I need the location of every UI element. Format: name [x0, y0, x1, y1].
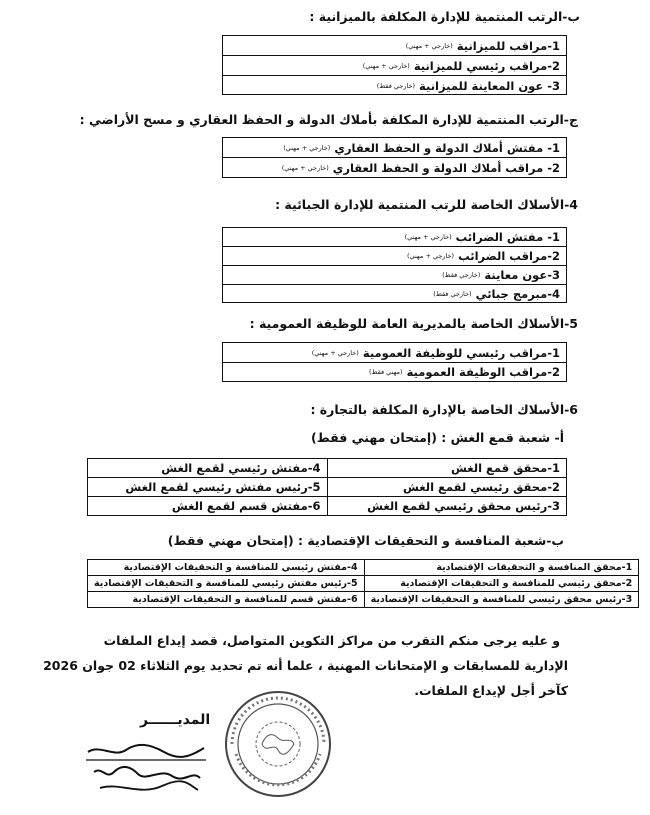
- closing-line-3: كآخر أجل لإيداع الملفات.: [414, 683, 568, 698]
- list-item: 2-مراقب الضرائب (خارجي + مهني): [223, 247, 566, 266]
- section-6-title: 6-الأسلاك الخاصة بالإدارة المكلفة بالتجارة :: [310, 402, 578, 417]
- table-cell: 6-مفتش قسم للمنافسة و التحقيقات الإقتصادية: [88, 592, 365, 608]
- list-item: 1-مراقب رئيسي للوظيفة العمومية (خارجي + مهني): [223, 343, 566, 363]
- section-4-title: 4-الأسلاك الخاصة للرتب المنتمية للإدارة الجبائية :: [275, 197, 578, 212]
- table-row: [88, 576, 639, 592]
- list-item: 4-مبرمج جبائي (خارجي فقط): [433, 286, 560, 301]
- table-row: [88, 497, 567, 516]
- table-row: [88, 459, 567, 478]
- list-item: 1-مراقب للميزانية (خارجي + مهني): [223, 36, 566, 56]
- section-4-box: [222, 227, 567, 303]
- section-c-title: ج-الرتب المنتمية للإدارة المكلفة بأملاك الدولة و الحفظ العقاري و مسح الأراضي :: [79, 112, 578, 127]
- closing-line-2: الإدارية للمسابقات و الإمتحانات المهنية ، علما أنه تم تحديد يوم الثلاثاء 02 جوان 2026: [43, 658, 568, 673]
- table-cell: 5-رئيس مفتش رئيسي للمنافسة و التحقيقات الإقتصادية: [88, 576, 365, 592]
- fraud-repression-table: [87, 458, 567, 516]
- table-cell: 2-محقق رئيسي للمنافسة و التحقيقات الإقتصادية: [364, 576, 639, 592]
- table-row: [88, 560, 639, 576]
- list-item: 2-مراقب رئيسي للميزانية (خارجي + مهني): [223, 56, 566, 76]
- table-cell: 1-محقق قمع الغش: [327, 459, 567, 478]
- list-item: 3- عون المعاينة للميزانية (خارجي فقط): [376, 78, 560, 93]
- table-cell: 5-رئيس مفتش رئيسي لقمع الغش: [88, 478, 328, 497]
- section-b-title: ب-الرتب المنتمية للإدارة المكلفة بالميزانية :: [309, 9, 580, 24]
- section-c-box: [222, 137, 567, 178]
- list-item: 1- مفتش أملاك الدولة و الحفظ العقاري (خارجي + مهني): [223, 138, 566, 158]
- subsection-a-title: أ- شعبة قمع الغش : (إمتحان مهني فقط): [310, 430, 564, 445]
- official-seal: [222, 688, 334, 800]
- section-b-box: [222, 35, 567, 95]
- table-cell: 1-محقق المنافسة و التحقيقات الإقتصادية: [364, 560, 639, 576]
- list-item: 2- مراقب أملاك الدولة و الحفظ العقاري (خارجي + مهني): [281, 160, 560, 175]
- table-cell: 3-رئيس محقق رئيسي لقمع الغش: [327, 497, 567, 516]
- list-item: 1- مفتش الضرائب (خارجي + مهني): [223, 228, 566, 247]
- director-title: المديــــــر: [140, 712, 211, 728]
- table-row: [88, 592, 639, 608]
- closing-line-1: و عليه يرجى منكم التقرب من مراكز التكوين المتواصل، قصد إيداع الملفات: [103, 633, 560, 648]
- competition-table: [87, 559, 639, 608]
- table-cell: 6-مفتش قسم لقمع الغش: [88, 497, 328, 516]
- list-item: 2-مراقب الوظيفة العمومية (مهني فقط): [369, 365, 560, 379]
- section-5-title: 5-الأسلاك الخاصة بالمديرية العامة للوظيفة العمومية :: [249, 316, 578, 331]
- handwritten-signature: [80, 738, 210, 802]
- table-cell: 2-محقق رئيسي لقمع الغش: [327, 478, 567, 497]
- subsection-b-title: ب-شعبة المنافسة و التحقيقات الإقتصادية : (إمتحان مهني فقط): [167, 533, 564, 548]
- table-cell: 3-رئيس محقق رئيسي للمنافسة و التحقيقات الإقتصادية: [364, 592, 639, 608]
- table-cell: 4-مفتش رئيسي لقمع الغش: [88, 459, 328, 478]
- list-item: 3-عون معاينة (خارجي فقط): [223, 266, 566, 285]
- table-cell: 4-مفتش رئيسي للمنافسة و التحقيقات الإقتصادية: [88, 560, 365, 576]
- section-5-box: [222, 342, 567, 382]
- table-row: [88, 478, 567, 497]
